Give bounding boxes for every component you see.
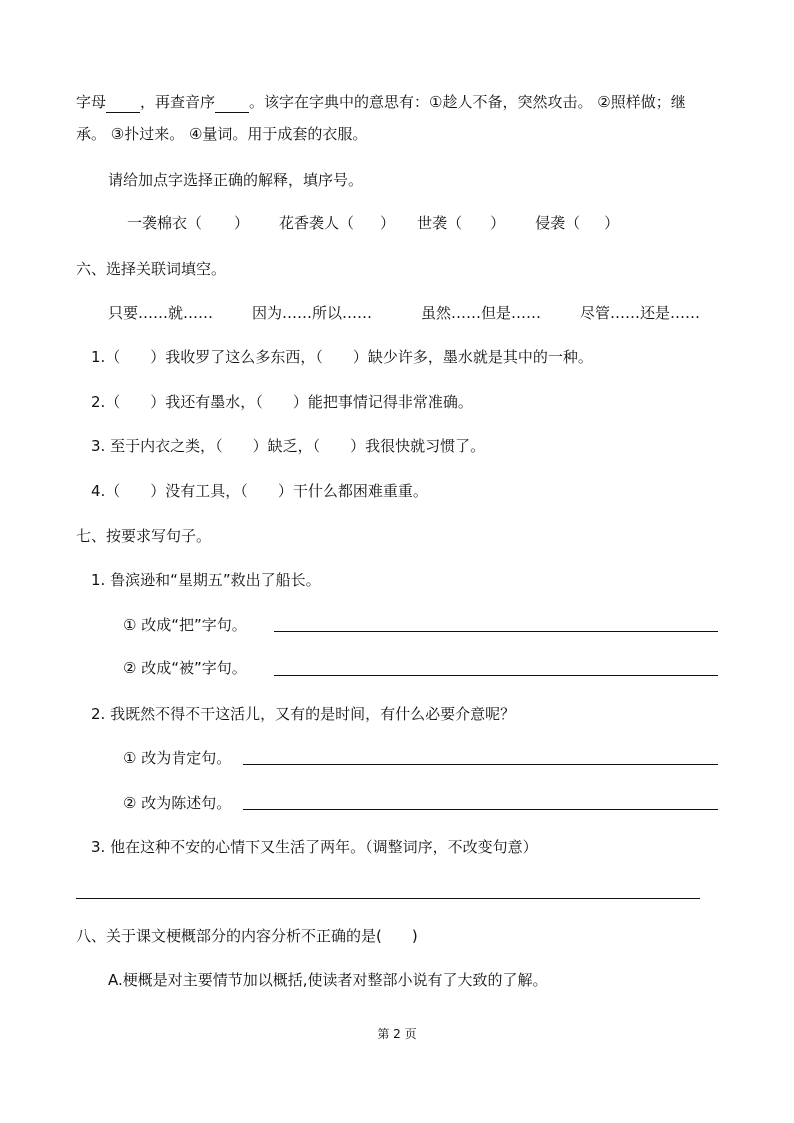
intro-instruction: 请给加点字选择正确的解释，填序号。 [108, 171, 364, 189]
intro-text-c: 。该字在字典中的意思有：①趁人不备，突然攻击。 ②照样做；继 [249, 93, 686, 111]
meaning-item[interactable]: 侵袭（ ） [535, 214, 620, 232]
conjunction-question: 2.（ ）我还有墨水，（ ）能把事情记得非常准确。 [91, 393, 473, 411]
rewrite-prompt-affirmative: ① 改为肯定句。 [123, 749, 232, 767]
rewrite-prompt-bei: ② 改成“被”字句。 [123, 659, 247, 677]
meaning-items [127, 213, 619, 233]
meaning-item[interactable]: 花香袭人（ ） [279, 214, 396, 232]
conjunction-option: 因为……所以…… [252, 304, 373, 322]
rewrite-prompt-declarative: ② 改为陈述句。 [123, 794, 232, 812]
section-8-heading: 八、关于课文梗概部分的内容分析不正确的是( ) [76, 927, 418, 945]
answer-line-reorder[interactable] [76, 898, 700, 899]
intro-text-a: 字母 [76, 93, 107, 111]
phonetic-order-blank[interactable] [215, 92, 249, 113]
section-6-heading: 六、选择关联词填空。 [76, 260, 227, 278]
answer-line-bei[interactable] [274, 675, 718, 676]
initial-letter-blank[interactable] [106, 92, 140, 113]
rewrite-question-1: 1. 鲁滨逊和“星期五”救出了船长。 [91, 571, 321, 589]
rewrite-prompt-ba: ① 改成“把”字句。 [123, 616, 247, 634]
rewrite-question-2: 2. 我既然不得不干这活儿，又有的是时间，有什么必要介意呢？ [91, 705, 516, 723]
answer-line-ba[interactable] [274, 631, 718, 632]
conjunction-question: 4.（ ）没有工具，（ ）干什么都困难重重。 [91, 482, 428, 500]
conjunction-option: 虽然……但是…… [421, 304, 542, 322]
conjunction-question: 1.（ ）我收罗了这么多东西，（ ）缺少许多，墨水就是其中的一种。 [91, 348, 593, 366]
meaning-item[interactable]: 一袭棉衣（ ） [127, 214, 250, 232]
rewrite-question-3: 3. 他在这种不安的心情下又生活了两年。（调整词序，不改变句意） [91, 838, 538, 856]
conjunction-question: 3. 至于内衣之类，（ ）缺乏，（ ）我很快就习惯了。 [91, 437, 486, 455]
page-number: 第 2 页 [377, 1027, 417, 1041]
answer-line-declarative[interactable] [243, 809, 718, 810]
conjunction-option: 只要……就…… [108, 304, 214, 322]
option-a[interactable]: A.梗概是对主要情节加以概括,使读者对整部小说有了大致的了解。 [108, 971, 548, 989]
meaning-item[interactable]: 世袭（ ） [417, 214, 506, 232]
intro-line-2: 承。 ③扑过来。 ④量词。用于成套的衣服。 [76, 125, 368, 143]
intro-text-b: ，再查音序 [140, 93, 216, 111]
answer-line-affirmative[interactable] [243, 764, 718, 765]
conjunction-option: 尽管……还是…… [580, 304, 701, 322]
section-7-heading: 七、按要求写句子。 [76, 527, 212, 545]
intro-line-1 [76, 92, 686, 113]
